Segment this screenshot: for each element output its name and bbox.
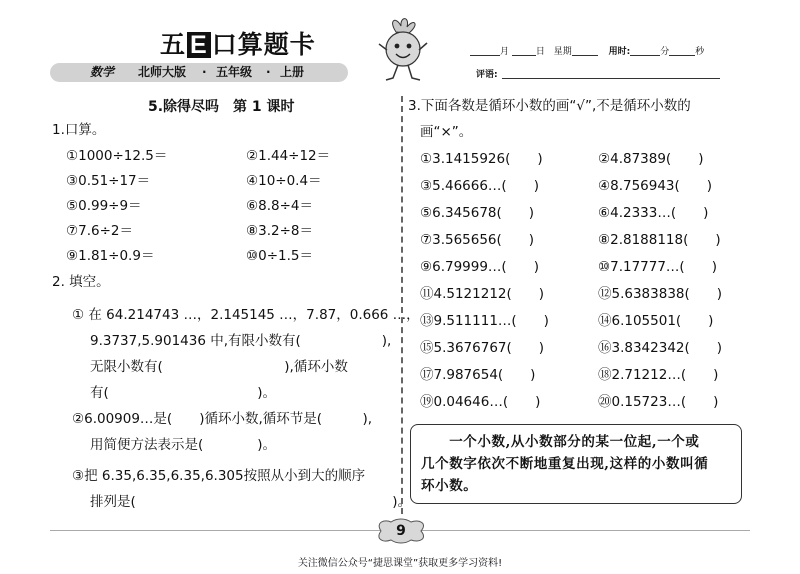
decimal-judge-item: ③5.46666…( ) bbox=[420, 178, 539, 194]
seconds-blank[interactable] bbox=[669, 46, 695, 56]
review-field: 评语: bbox=[476, 68, 720, 82]
fill-blank-line: 9.3737,5.901436 中,有限小数有( ), bbox=[90, 333, 392, 349]
weekday-blank[interactable] bbox=[572, 46, 598, 56]
month-blank[interactable] bbox=[470, 46, 500, 56]
page-number-badge: 9 bbox=[373, 518, 429, 544]
decimal-judge-item: ⑲0.04646…( ) bbox=[420, 394, 541, 410]
section3-heading: 3.下面各数是循环小数的画“√”,不是循环小数的 bbox=[408, 98, 691, 114]
fill-blank-line: ① 在 64.214743 …，2.145145 …，7.87，0.666 …， bbox=[72, 307, 420, 323]
definition-note-box bbox=[410, 424, 742, 504]
mental-math-problem: ①1000÷12.5＝ bbox=[66, 148, 168, 164]
day-blank[interactable] bbox=[512, 46, 536, 56]
decimal-judge-item: ⑱2.71212…( ) bbox=[598, 367, 719, 383]
fill-blank-line: 有( )。 bbox=[90, 385, 277, 401]
fill-blank-line: 无限小数有( ),循环小数 bbox=[90, 359, 348, 375]
decimal-judge-item: ⑰7.987654( ) bbox=[420, 367, 536, 383]
note-line: 几个数字依次不断地重复出现,这样的小数叫循 bbox=[421, 456, 709, 472]
decimal-judge-item: ⑭6.105501( ) bbox=[598, 313, 714, 329]
fill-blank-line: 排列是( )。 bbox=[90, 494, 412, 510]
decimal-judge-item: ⑯3.8342342( ) bbox=[598, 340, 723, 356]
minutes-blank[interactable] bbox=[630, 46, 660, 56]
fill-blank-line: ②6.00909…是( )循环小数,循环节是( ), bbox=[72, 411, 373, 427]
decimal-judge-item: ⑳0.15723…( ) bbox=[598, 394, 719, 410]
decimal-judge-item: ①3.1415926( ) bbox=[420, 151, 543, 167]
footnote: 关注微信公众号“捷思课堂”获取更多学习资料! bbox=[297, 558, 503, 569]
fill-blank-line: 用简便方法表示是( )。 bbox=[90, 437, 277, 453]
mental-math-problem: ④10÷0.4＝ bbox=[246, 173, 322, 189]
fill-blank-line: ③把 6.35,6.35,6.35,6.305按照从小到大的顺序 bbox=[72, 468, 366, 484]
mental-math-problem: ②1.44÷12＝ bbox=[246, 148, 331, 164]
mental-math-problem: ⑥8.8÷4＝ bbox=[246, 198, 313, 214]
mental-math-problem: ③0.51÷17＝ bbox=[66, 173, 151, 189]
mental-math-problem: ⑤0.99÷9＝ bbox=[66, 198, 142, 214]
lesson-title: 5.除得尽吗 第 1 课时 bbox=[148, 99, 295, 115]
decimal-judge-item: ⑤6.345678( ) bbox=[420, 205, 535, 221]
decimal-judge-item: ⑧2.8188118( ) bbox=[598, 232, 721, 248]
decimal-judge-item: ②4.87389( ) bbox=[598, 151, 704, 167]
radish-mascot-icon bbox=[374, 14, 432, 86]
edition-ribbon: 数学 北师大版 · 五年级 · 上册 bbox=[50, 63, 348, 82]
note-line: 环小数。 bbox=[421, 478, 478, 494]
decimal-judge-item: ⑦3.565656( ) bbox=[420, 232, 535, 248]
decimal-judge-item: ⑨6.79999…( ) bbox=[420, 259, 539, 275]
mental-math-problem: ⑨1.81÷0.9＝ bbox=[66, 248, 155, 264]
decimal-judge-item: ⑥4.2333…( ) bbox=[598, 205, 709, 221]
mental-math-problem: ⑦7.6÷2＝ bbox=[66, 223, 133, 239]
note-line: 一个小数,从小数部分的某一位起,一个或 bbox=[421, 434, 700, 450]
date-time-fields: 月 日 星期 用时: 分 秒 bbox=[470, 45, 704, 59]
decimal-judge-item: ⑮5.3676767( ) bbox=[420, 340, 545, 356]
decimal-judge-item: ⑩7.17777…( ) bbox=[598, 259, 717, 275]
decimal-judge-item: ⑬9.511111…( ) bbox=[420, 313, 549, 329]
section2-heading: 2. 填空。 bbox=[52, 274, 110, 290]
brand-title: 五 E 口算题卡 bbox=[160, 30, 316, 59]
decimal-judge-item: ⑪4.5121212( ) bbox=[420, 286, 545, 302]
section1-heading: 1.口算。 bbox=[52, 122, 106, 138]
section3-heading-cont: 画“×”。 bbox=[420, 124, 473, 140]
review-blank[interactable] bbox=[502, 69, 720, 79]
decimal-judge-item: ⑫5.6383838( ) bbox=[598, 286, 723, 302]
decimal-judge-item: ④8.756943( ) bbox=[598, 178, 713, 194]
mental-math-problem: ⑧3.2÷8＝ bbox=[246, 223, 313, 239]
mental-math-problem: ⑩0÷1.5＝ bbox=[246, 248, 313, 264]
column-divider bbox=[401, 96, 403, 514]
